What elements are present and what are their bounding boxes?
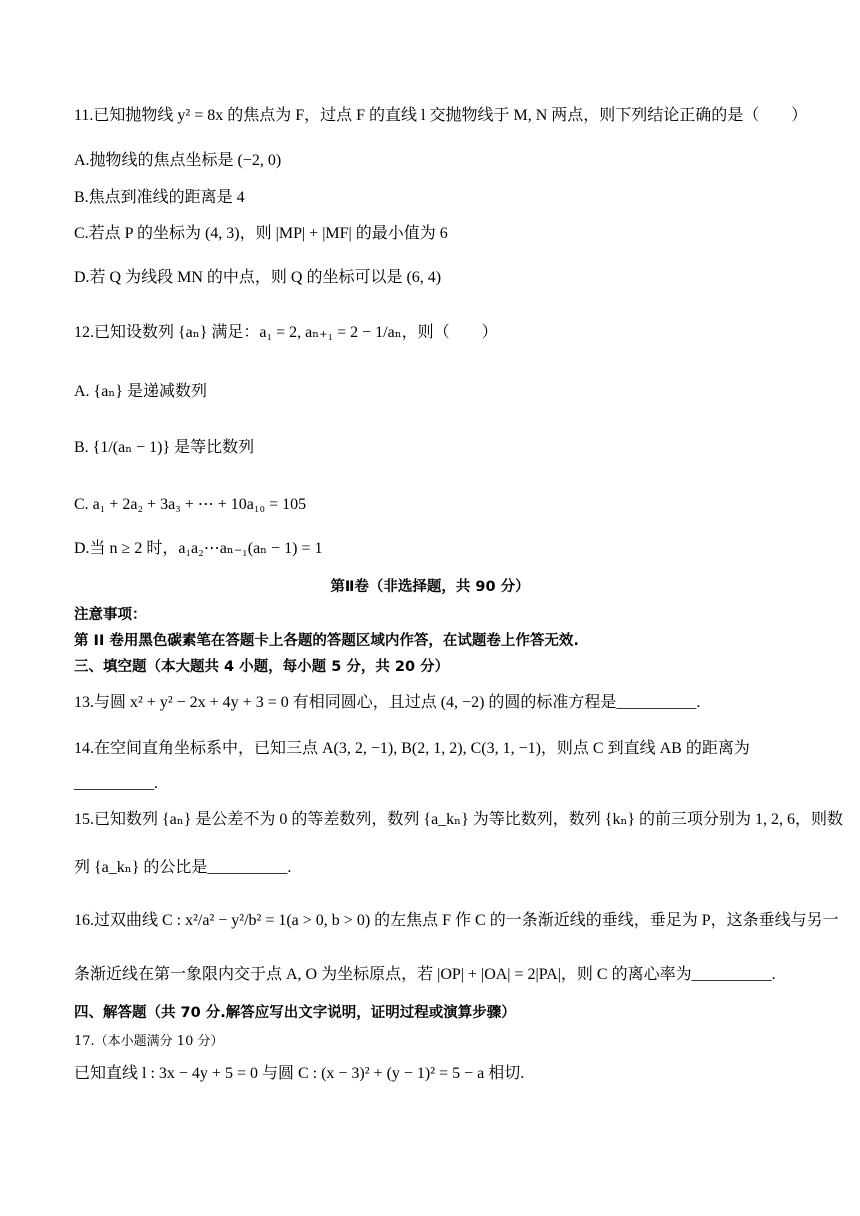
question-13 — [74, 692, 820, 714]
question-14 — [74, 738, 820, 760]
notice-heading: 注意事项： — [74, 607, 147, 623]
answer-section-heading: 四、解答题（共 70 分.解答应写出文字说明，证明过程或演算步骤） — [74, 1005, 516, 1021]
q15-line1-text: 15.已知数列 {aₙ} 是公差不为 0 的等差数列，数列 {a_kₙ} 为等比数列，数列 {kₙ} 的前三项分别为 1, 2, 6，则数 — [74, 811, 844, 828]
fill-in-section-heading: 三、填空题（本大题共 4 小题，每小题 5 分，共 20 分） — [74, 659, 450, 675]
question-12-option-a — [74, 381, 820, 403]
q15-line2-text: 列 {a_kₙ} 的公比是__________. — [74, 859, 292, 876]
question-11-option-a — [74, 150, 820, 172]
q11-option-c-text: C.若点 P 的坐标为 (4, 3)，则 |MP| + |MF| 的最小值为 6 — [74, 225, 448, 242]
q12-option-a-text: A. {aₙ} 是递减数列 — [74, 383, 207, 400]
question-14-blank — [74, 773, 820, 795]
q17-text: 已知直线 l : 3x − 4y + 5 = 0 与圆 C : (x − 3)² + (y − 1)² = 5 − a 相切. — [74, 1065, 525, 1082]
section-2-title: 第Ⅱ卷（非选择题，共 90 分） — [330, 579, 530, 595]
question-16-line2 — [74, 964, 820, 986]
q11-option-a-text: A.抛物线的焦点坐标是 (−2, 0) — [74, 152, 282, 169]
question-15-line2 — [74, 857, 820, 879]
question-17-header: 17.（本小题满分 10 分） — [74, 1034, 224, 1049]
q11-option-d-text: D.若 Q 为线段 MN 的中点，则 Q 的坐标可以是 (6, 4) — [74, 269, 442, 286]
q12-option-b-text: B. {1/(aₙ − 1)} 是等比数列 — [74, 439, 255, 456]
question-12-stem — [74, 322, 820, 344]
question-17-text — [74, 1063, 820, 1085]
q16-line1-text: 16.过双曲线 C : x²/a² − y²/b² = 1(a > 0, b > 0) 的左焦点 F 作 C 的一条渐近线的垂线，垂足为 P，这条垂线与另一 — [74, 912, 839, 929]
notice-text: 第 II 卷用黑色碳素笔在答题卡上各题的答题区域内作答，在试题卷上作答无效. — [74, 633, 579, 649]
q13-text: 13.与圆 x² + y² − 2x + 4y + 3 = 0 有相同圆心，且过点 (4, −2) 的圆的标准方程是__________. — [74, 694, 701, 711]
question-12-option-d — [74, 538, 820, 560]
question-11-option-b — [74, 187, 820, 209]
q12-stem-text: 12.已知设数列 {aₙ} 满足：a₁ = 2, aₙ₊₁ = 2 − 1/aₙ，则（ ） — [74, 324, 498, 341]
question-16-line1 — [74, 910, 839, 932]
q14-blank-text: __________. — [74, 775, 158, 792]
question-15-line1 — [74, 809, 844, 831]
question-11-option-c — [74, 223, 820, 245]
q16-line2-text: 条渐近线在第一象限内交于点 A, O 为坐标原点，若 |OP| + |OA| = 2|PA|，则 C 的离心率为__________. — [74, 966, 776, 983]
q11-option-b-text: B.焦点到准线的距离是 4 — [74, 189, 245, 206]
q12-option-d-text: D.当 n ≥ 2 时，a₁a₂⋯aₙ₋₁(aₙ − 1) = 1 — [74, 540, 323, 557]
question-11-option-d — [74, 267, 820, 289]
question-11-stem — [74, 105, 820, 127]
q11-stem-text: 11.已知抛物线 y² = 8x 的焦点为 F，过点 F 的直线 l 交抛物线于 M, N 两点，则下列结论正确的是（ ） — [74, 107, 808, 124]
question-12-option-c — [74, 494, 820, 516]
q12-option-c-text: C. a₁ + 2a₂ + 3a₃ + ⋯ + 10a₁₀ = 105 — [74, 496, 307, 513]
q14-text: 14.在空间直角坐标系中，已知三点 A(3, 2, −1), B(2, 1, 2), C(3, 1, −1)，则点 C 到直线 AB 的距离为 — [74, 740, 750, 757]
question-12-option-b — [74, 437, 820, 459]
